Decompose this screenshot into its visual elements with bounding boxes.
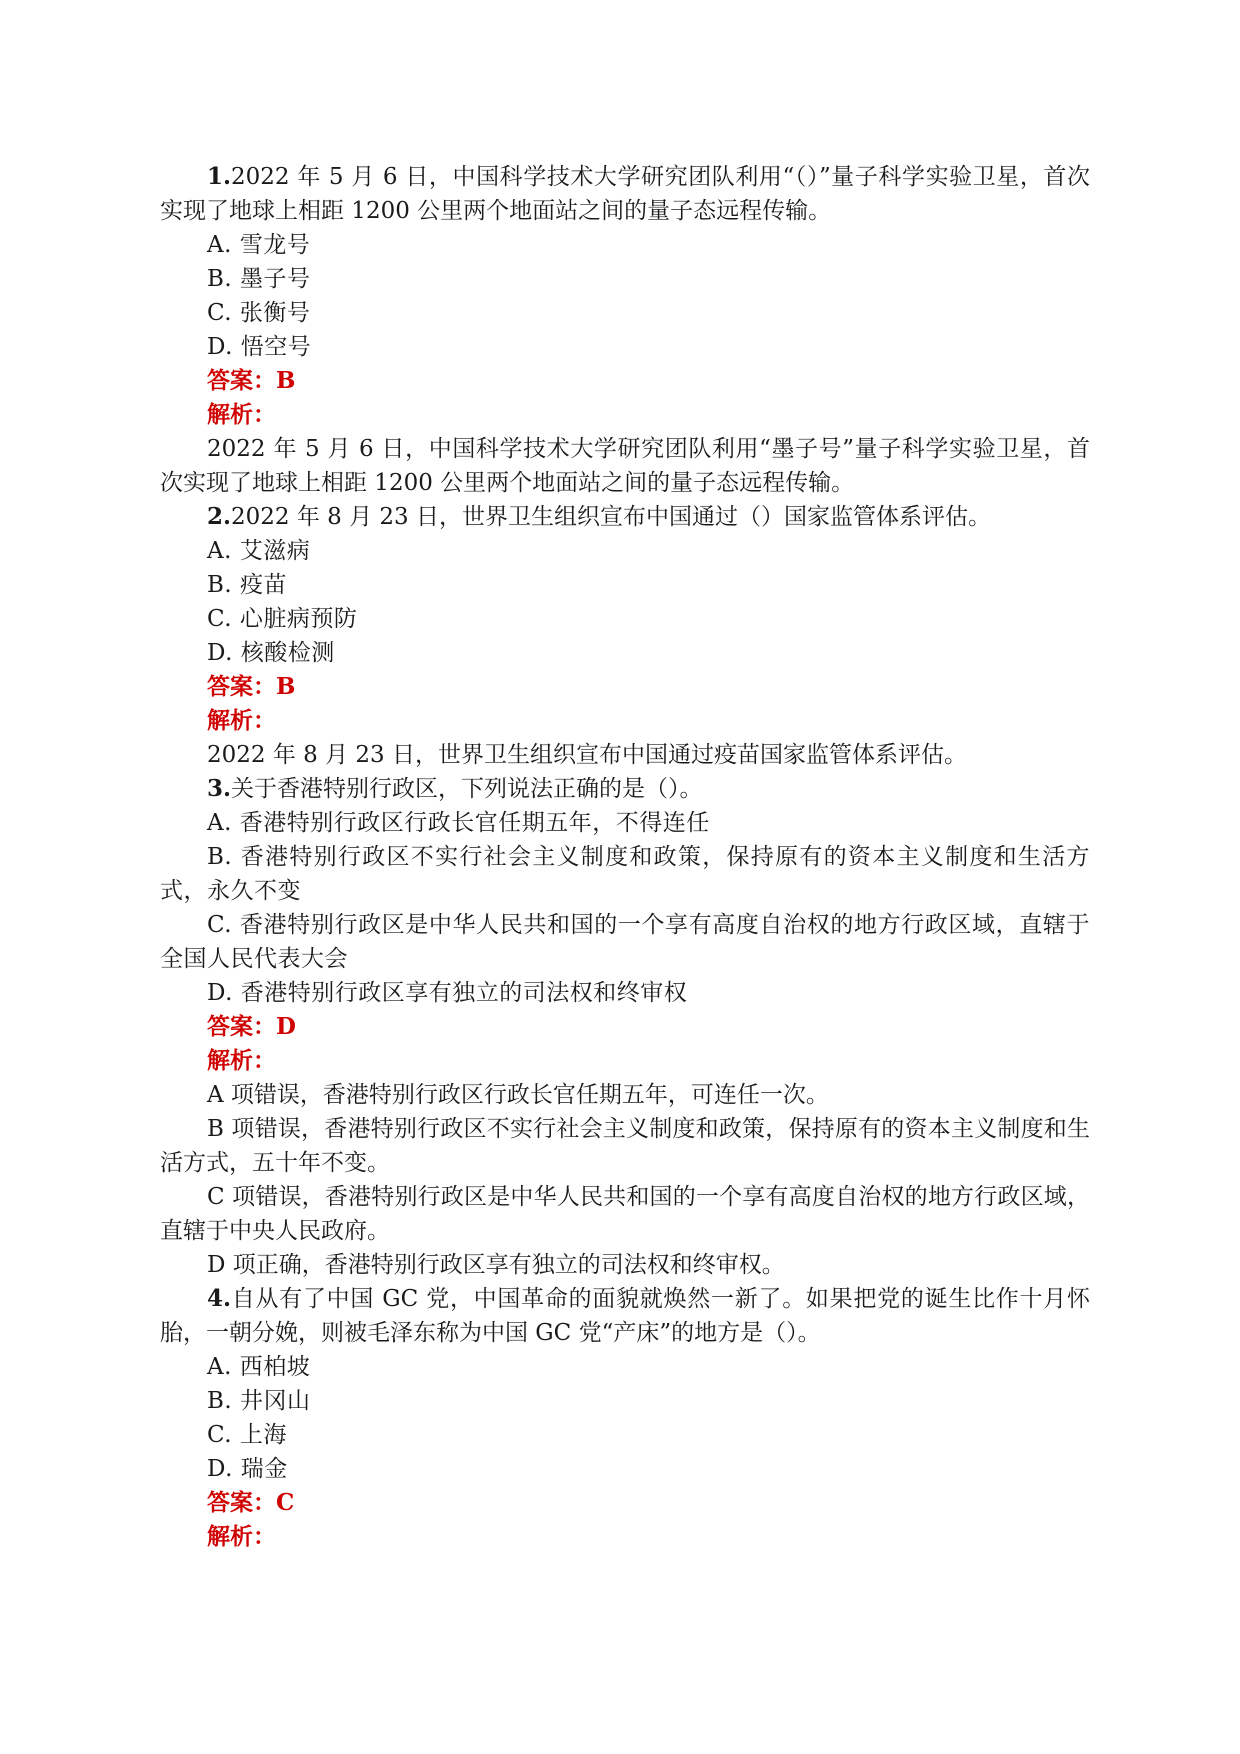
analysis-text-b: B 项错误，香港特别行政区不实行社会主义制度和政策，保持原有的资本主义制度和生活方式，五十年不变。 bbox=[160, 1116, 1090, 1176]
option-c: C. 心脏病预防 bbox=[207, 606, 358, 632]
analysis-text-a: A 项错误，香港特别行政区行政长官任期五年，可连任一次。 bbox=[207, 1082, 829, 1108]
option-a: A. 西柏坡 bbox=[207, 1354, 311, 1380]
question-number: 2. bbox=[207, 503, 232, 530]
question-number: 4. bbox=[207, 1285, 232, 1312]
question-number: 3. bbox=[207, 775, 232, 802]
question-4 bbox=[160, 1282, 1090, 1554]
option-d: D. 香港特别行政区享有独立的司法权和终审权 bbox=[207, 980, 688, 1006]
analysis-text: 2022 年 8 月 23 日，世界卫生组织宣布中国通过疫苗国家监管体系评估。 bbox=[207, 742, 967, 768]
analysis-text-d: D 项正确，香港特别行政区享有独立的司法权和终审权。 bbox=[207, 1252, 785, 1278]
option-b: B. 香港特别行政区不实行社会主义制度和政策，保持原有的资本主义制度和生活方式，永久不变 bbox=[160, 844, 1090, 904]
analysis-label: 解析： bbox=[207, 1523, 276, 1550]
option-d: D. 瑞金 bbox=[207, 1456, 288, 1482]
answer: 答案：B bbox=[207, 367, 296, 394]
option-a: A. 艾滋病 bbox=[207, 538, 311, 564]
answer: 答案：C bbox=[207, 1489, 295, 1516]
option-c: C. 张衡号 bbox=[207, 300, 311, 326]
question-number: 1. bbox=[207, 163, 232, 190]
option-a: A. 香港特别行政区行政长官任期五年，不得连任 bbox=[207, 810, 710, 836]
analysis-text-c: C 项错误，香港特别行政区是中华人民共和国的一个享有高度自治权的地方行政区域，直辖于中央人民政府。 bbox=[160, 1184, 1090, 1244]
question-1 bbox=[160, 160, 1090, 500]
option-d: D. 悟空号 bbox=[207, 334, 312, 360]
answer: 答案：B bbox=[207, 673, 296, 700]
question-stem: 4.自从有了中国 GC 党，中国革命的面貌就焕然一新了。如果把党的诞生比作十月怀胎，一朝分娩，则被毛泽东称为中国 GC 党“产床”的地方是（）。 bbox=[160, 1285, 1090, 1346]
answer: 答案：D bbox=[207, 1013, 296, 1040]
option-a: A. 雪龙号 bbox=[207, 232, 311, 258]
question-2 bbox=[160, 500, 1090, 772]
analysis-label: 解析： bbox=[207, 401, 276, 428]
analysis-text: 2022 年 5 月 6 日，中国科学技术大学研究团队利用“墨子号”量子科学实验卫星，首次实现了地球上相距 1200 公里两个地面站之间的量子态远程传输。 bbox=[160, 436, 1090, 496]
analysis-label: 解析： bbox=[207, 1047, 276, 1074]
option-b: B. 疫苗 bbox=[207, 572, 288, 598]
question-stem: 2.2022 年 8 月 23 日，世界卫生组织宣布中国通过（）国家监管体系评估。 bbox=[207, 503, 992, 530]
option-b: B. 井冈山 bbox=[207, 1388, 311, 1414]
question-stem: 3.关于香港特别行政区，下列说法正确的是（）。 bbox=[207, 775, 703, 802]
option-d: D. 核酸检测 bbox=[207, 640, 335, 666]
option-b: B. 墨子号 bbox=[207, 266, 311, 292]
analysis-label: 解析： bbox=[207, 707, 276, 734]
option-c: C. 上海 bbox=[207, 1422, 287, 1448]
option-c: C. 香港特别行政区是中华人民共和国的一个享有高度自治权的地方行政区域，直辖于全国人民代表大会 bbox=[160, 912, 1090, 972]
question-stem: 1.2022 年 5 月 6 日，中国科学技术大学研究团队利用“（）”量子科学实验卫星，首次实现了地球上相距 1200 公里两个地面站之间的量子态远程传输。 bbox=[160, 163, 1090, 224]
question-3 bbox=[160, 772, 1090, 1282]
